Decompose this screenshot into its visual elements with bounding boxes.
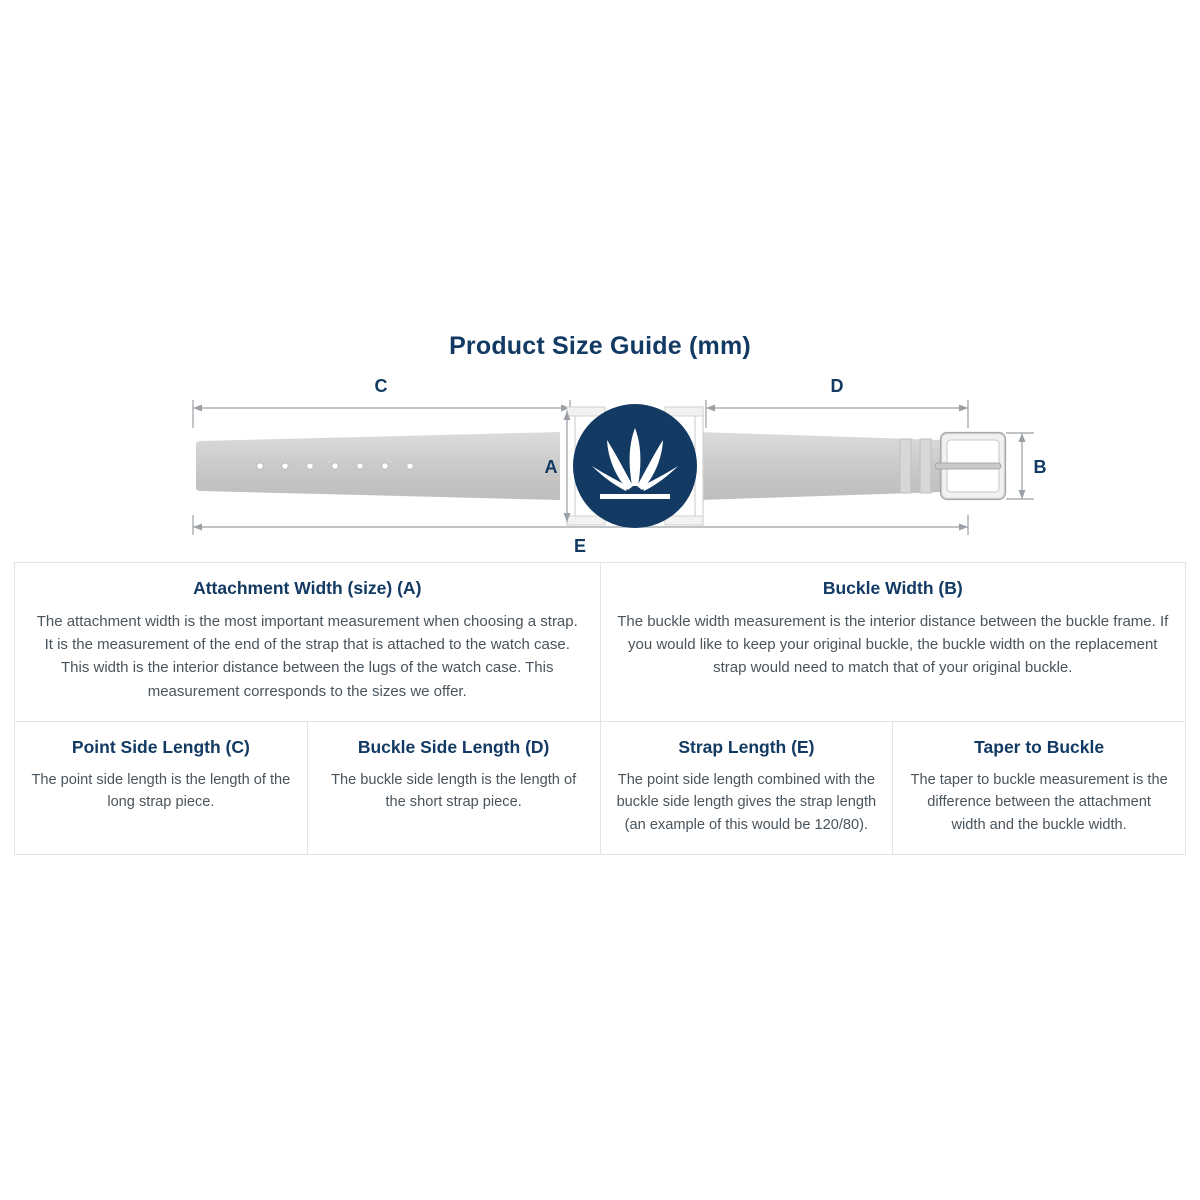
table-row — [15, 563, 1186, 722]
measurement-definitions-table — [14, 562, 1186, 855]
cell-body: The point side length combined with the buckle side length gives the strap length (an example of this would be 120/80). — [616, 771, 877, 833]
svg-text:B: B — [1033, 457, 1047, 477]
cell-buckle-side-length — [307, 721, 600, 855]
svg-text:E: E — [573, 536, 587, 556]
cell-title: Buckle Side Length (D) — [357, 736, 550, 757]
cell-body: The buckle width measurement is the interior distance between the buckle frame. If you would like to keep your original buckle, the buckle width on the replacement strap would need to match that of your original buckle. — [617, 612, 1169, 677]
cell-buckle-width — [600, 563, 1186, 722]
svg-text:C: C — [374, 376, 388, 396]
cell-title: Strap Length (E) — [678, 736, 815, 757]
cell-taper-to-buckle — [893, 721, 1186, 855]
cell-title: Attachment Width (size) (A) — [193, 578, 422, 598]
cell-point-side-length — [15, 721, 308, 855]
cell-title: Buckle Width (B) — [822, 578, 963, 598]
cell-body: The taper to buckle measurement is the difference between the attachment width and the buckle width. — [910, 771, 1168, 833]
cell-title: Point Side Length (C) — [71, 736, 250, 757]
cell-body: The point side length is the length of the long strap piece. — [31, 771, 291, 811]
svg-text:A: A — [544, 457, 558, 477]
svg-text:D: D — [830, 376, 844, 396]
cell-attachment-width — [15, 563, 601, 722]
table-row — [15, 721, 1186, 855]
cell-body: The buckle side length is the length of the short strap piece. — [331, 771, 577, 811]
page-title: Product Size Guide (mm) — [449, 332, 751, 360]
cell-body: The attachment width is the most important measurement when choosing a strap. It is the measurement of the end of the strap that is attached to the watch case. This width is the interior distance between the lugs of the watch case. This measurement corresponds to the sizes we offer. — [36, 612, 578, 700]
cell-strap-length — [600, 721, 893, 855]
cell-title: Taper to Buckle — [974, 736, 1105, 757]
strap-diagram — [0, 370, 1200, 560]
